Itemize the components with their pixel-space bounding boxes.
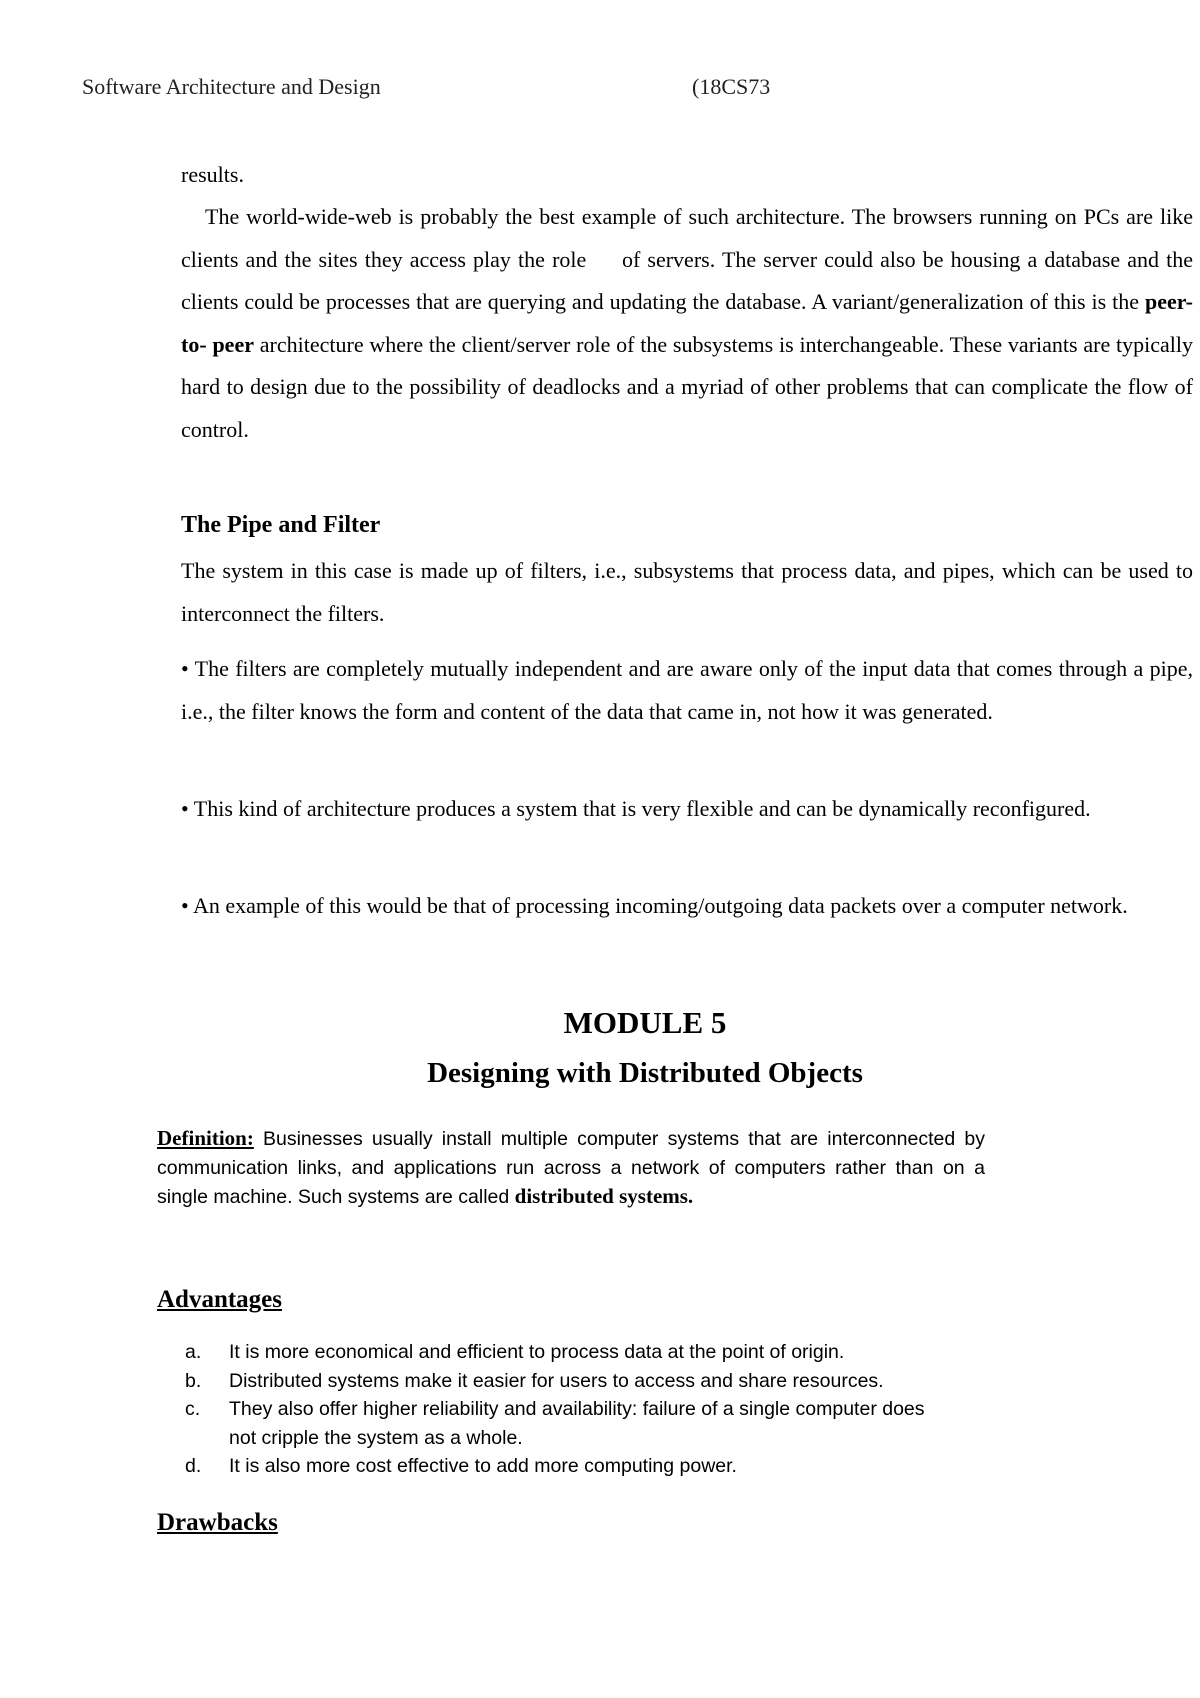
list-item — [185, 1367, 945, 1396]
list-item-marker: a. — [185, 1341, 202, 1363]
list-item-marker: d. — [185, 1455, 202, 1477]
distributed-systems-term: distributed systems. — [514, 1184, 694, 1208]
definition-paragraph — [157, 1124, 985, 1212]
list-item-text: It is also more cost effective to add more computing power. — [229, 1455, 737, 1477]
peer-to-peer-term: peer-to- peer — [181, 289, 1193, 357]
pipe-filter-intro: The system in this case is made up of filters, i.e., subsystems that process data, and pipes, which can be used to interconnect the filters. — [181, 558, 1193, 626]
definition-text: Businesses usually install multiple computer systems that are interconnected by communication links, and applications run across a network of computers rather than on a single machine. Such systems are called — [157, 1128, 985, 1208]
list-item-text: They also offer higher reliability and availability: failure of a single computer does not cripple the system as a whole. — [229, 1398, 925, 1449]
paragraph-www-text-2: architecture where the client/server role of the subsystems is interchangeable. These variants are typically hard to design due to the possibility of deadlocks and a myriad of other problems that can complicate the flow of control. — [181, 331, 1193, 442]
list-item — [185, 1452, 945, 1481]
paragraph-results: results. — [181, 162, 244, 187]
pipe-filter-bullet: • The filters are completely mutually independent and are aware only of the input data that comes through a pipe, i.e., the filter knows the form and content of the data that came in, not how it was generated. — [181, 656, 1193, 724]
definition-label: Definition: — [157, 1126, 254, 1150]
list-item-marker: b. — [185, 1369, 202, 1392]
running-header-code: (18CS73 — [692, 74, 771, 99]
list-item — [185, 1395, 945, 1452]
list-item-text: It is more economical and efficient to process data at the point of origin. — [229, 1341, 845, 1363]
pipe-filter-bullet: • This kind of architecture produces a system that is very flexible and can be dynamically reconfigured. — [181, 796, 1091, 821]
pipe-filter-heading: The Pipe and Filter — [181, 512, 381, 538]
module-title: MODULE 5 — [563, 1005, 727, 1040]
list-item-marker: c. — [185, 1398, 201, 1420]
list-item-text: Distributed systems make it easier for users to access and share resources. — [229, 1369, 884, 1392]
paragraph-www-text-1: The world-wide-web is probably the best example of such architecture. The browsers running on PCs are like clients and the sites they access play the role of servers. The server could also be housing a database and the clients could be processes that are querying and updating the database. A variant/generalization of this is the — [181, 204, 1193, 314]
paragraph-world-wide-web — [181, 196, 1193, 451]
advantages-list — [185, 1338, 945, 1481]
advantages-heading: Advantages — [157, 1286, 283, 1313]
list-item — [185, 1338, 945, 1367]
pipe-filter-bullet: • An example of this would be that of processing incoming/outgoing data packets over a computer network. — [181, 893, 1128, 918]
section-title: Designing with Distributed Objects — [427, 1057, 863, 1089]
drawbacks-heading: Drawbacks — [157, 1509, 278, 1536]
running-header-title: Software Architecture and Design — [82, 74, 381, 99]
